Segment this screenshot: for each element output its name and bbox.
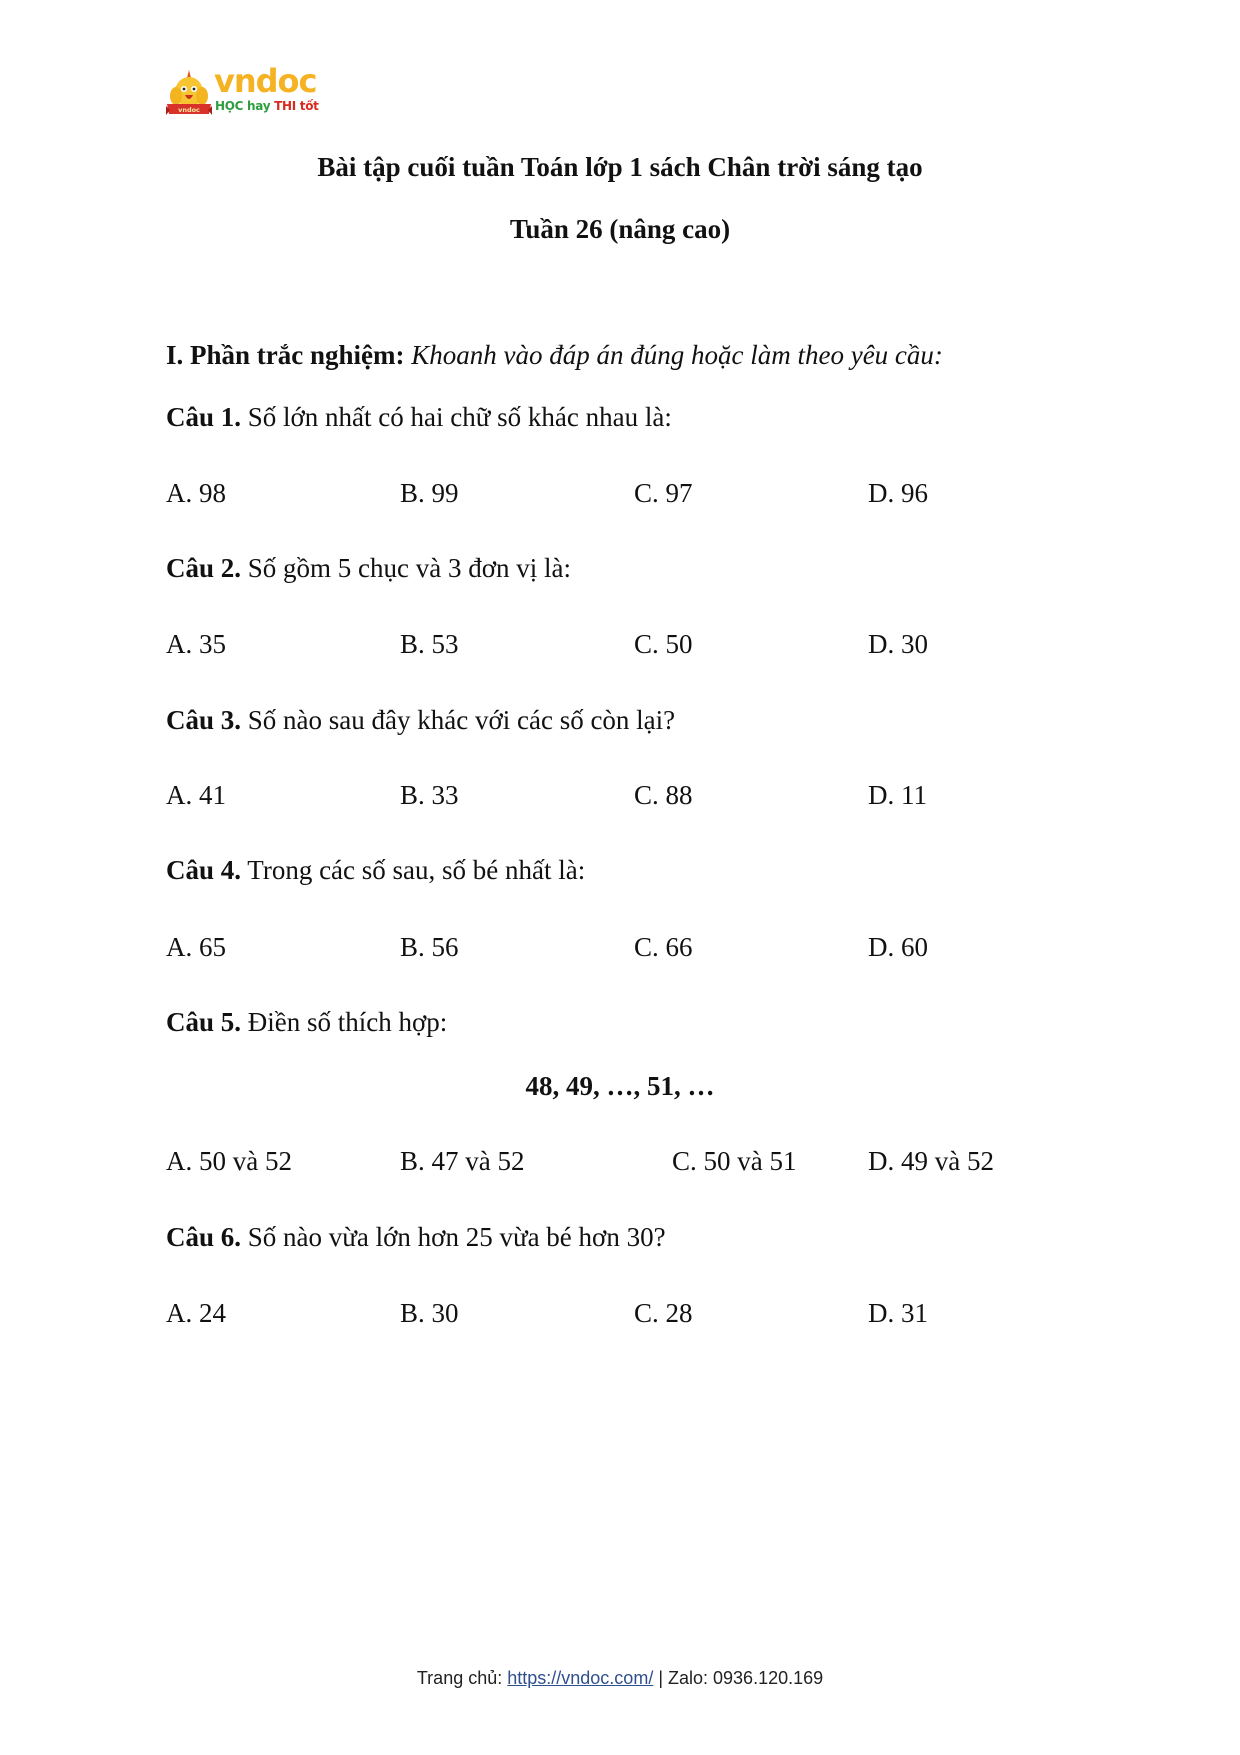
q2-option-d[interactable]: D. 30: [868, 629, 928, 659]
question-label: Câu 2.: [166, 553, 242, 583]
question-4: [166, 855, 585, 886]
q1-option-d[interactable]: D. 96: [868, 478, 928, 508]
document-subtitle: Tuần 26 (nâng cao): [509, 214, 731, 244]
question-text: Số nào sau đây khác với các số còn lại?: [247, 705, 676, 735]
q3-option-b[interactable]: B. 33: [400, 780, 459, 810]
q4-option-b[interactable]: B. 56: [400, 932, 459, 962]
question-label: Câu 3.: [166, 705, 242, 735]
question-text: Số lớn nhất có hai chữ số khác nhau là:: [247, 402, 672, 432]
question-text: Số nào vừa lớn hơn 25 vừa bé hơn 30?: [247, 1222, 666, 1252]
q3-option-c[interactable]: C. 88: [634, 780, 693, 810]
page-footer: [0, 1668, 1240, 1689]
svg-text:vndoc: vndoc: [178, 106, 200, 114]
q2-option-b[interactable]: B. 53: [400, 629, 459, 659]
question-5: [166, 1007, 447, 1038]
question-label: Câu 6.: [166, 1222, 242, 1252]
section-instruction: Khoanh vào đáp án đúng hoặc làm theo yêu cầu:: [411, 340, 943, 370]
q6-option-a[interactable]: A. 24: [166, 1298, 226, 1328]
q5-option-a[interactable]: A. 50 và 52: [166, 1146, 292, 1176]
question-3: [166, 705, 675, 736]
q6-option-b[interactable]: B. 30: [400, 1298, 459, 1328]
q6-option-d[interactable]: D. 31: [868, 1298, 928, 1328]
q5-option-d[interactable]: D. 49 và 52: [868, 1146, 994, 1176]
vndoc-logo: [166, 62, 319, 124]
question-6: [166, 1222, 666, 1253]
q1-option-c[interactable]: C. 97: [634, 478, 693, 508]
q1-option-a[interactable]: A. 98: [166, 478, 226, 508]
question-2: [166, 553, 571, 584]
q4-option-a[interactable]: A. 65: [166, 932, 226, 962]
brand-slogan: HỌC hay THI tốt: [215, 99, 319, 113]
q5-option-c[interactable]: C. 50 và 51: [672, 1146, 797, 1176]
question-label: Câu 1.: [166, 402, 242, 432]
q4-option-c[interactable]: C. 66: [634, 932, 693, 962]
question-1: [166, 402, 672, 433]
q4-option-d[interactable]: D. 60: [868, 932, 928, 962]
q2-option-c[interactable]: C. 50: [634, 629, 693, 659]
question-text: Trong các số sau, số bé nhất là:: [247, 855, 586, 885]
mascot-icon: [166, 68, 212, 120]
q1-option-b[interactable]: B. 99: [400, 478, 459, 508]
q3-option-a[interactable]: A. 41: [166, 780, 226, 810]
q5-option-b[interactable]: B. 47 và 52: [400, 1146, 525, 1176]
document-title: Bài tập cuối tuần Toán lớp 1 sách Chân trời sáng tạo: [317, 152, 923, 182]
section-label: I. Phần trắc nghiệm:: [166, 340, 405, 370]
question-text: Điền số thích hợp:: [247, 1007, 448, 1037]
footer-prefix: Trang chủ:: [416, 1668, 508, 1688]
q3-option-d[interactable]: D. 11: [868, 780, 927, 810]
question-label: Câu 4.: [166, 855, 242, 885]
q6-option-c[interactable]: C. 28: [634, 1298, 693, 1328]
section-heading: [166, 340, 943, 371]
brand-name: vndoc: [214, 62, 317, 100]
question-label: Câu 5.: [166, 1007, 242, 1037]
q2-option-a[interactable]: A. 35: [166, 629, 226, 659]
footer-contact: | Zalo: 0936.120.169: [653, 1668, 824, 1688]
question-text: Số gồm 5 chục và 3 đơn vị là:: [247, 553, 572, 583]
homepage-link[interactable]: https://vndoc.com/: [507, 1668, 654, 1688]
number-sequence: 48, 49, …, 51, …: [525, 1071, 715, 1101]
